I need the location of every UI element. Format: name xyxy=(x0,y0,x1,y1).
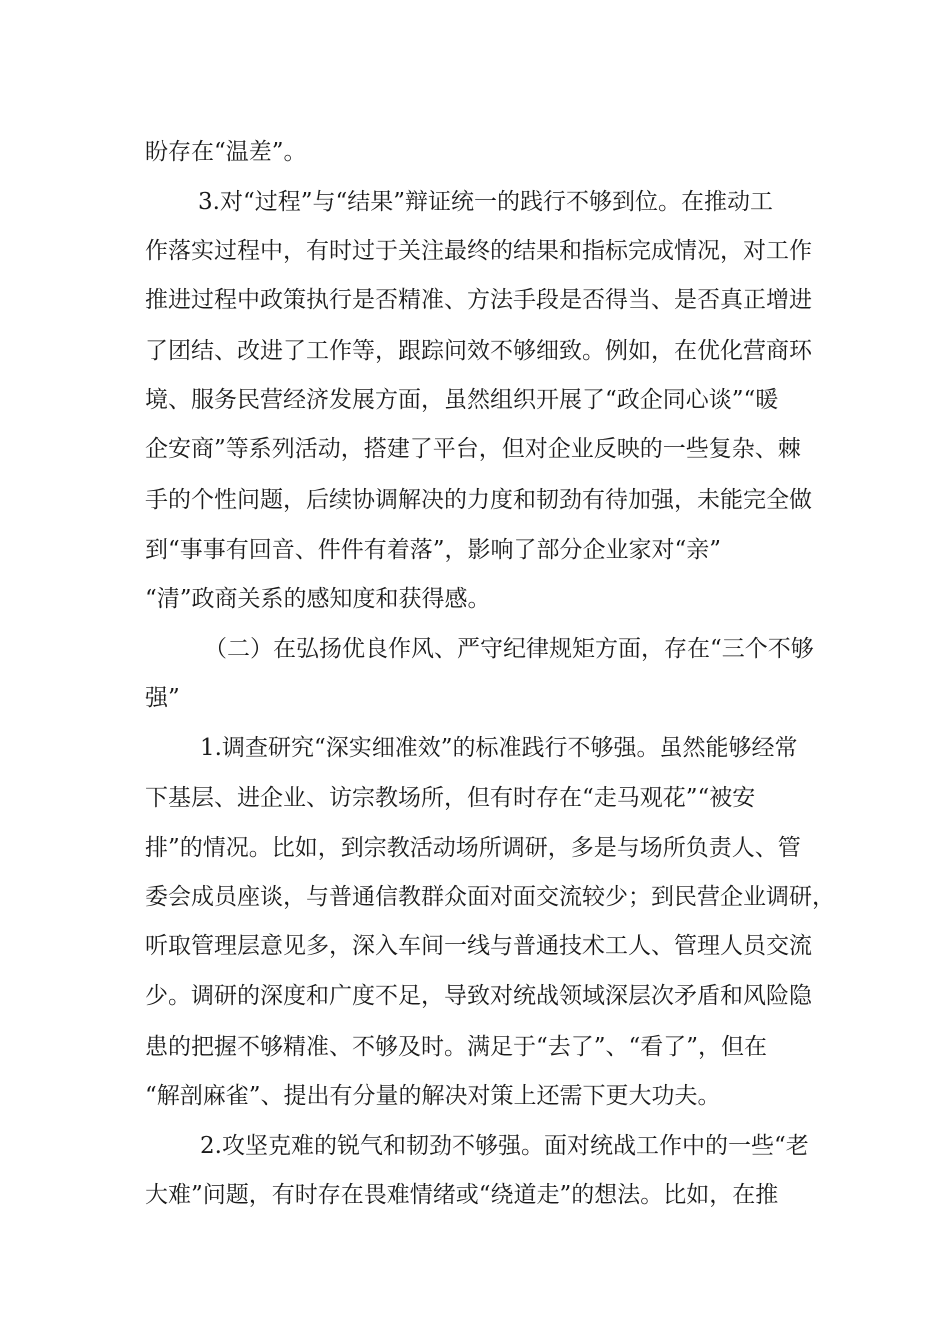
text-line: 到“事事有回音、件件有着落”，影响了部分企业家对“亲” xyxy=(145,537,722,563)
section-heading-continued: 强” xyxy=(145,685,180,711)
paragraph-first-line: 2.攻坚克难的锐气和韧劲不够强。面对统战工作中的一些“老 xyxy=(200,1133,809,1159)
text-line: 大难”问题，有时存在畏难情绪或“绕道走”的想法。比如，在推 xyxy=(145,1182,779,1208)
text-line: 手的个性问题，后续协调解决的力度和韧劲有待加强，未能完全做 xyxy=(145,487,812,513)
text-line: 推进过程中政策执行是否精准、方法手段是否得当、是否真正增进 xyxy=(145,287,812,313)
text-line: 境、服务民营经济发展方面，虽然组织开展了“政企同心谈”“暖 xyxy=(145,387,779,413)
paragraph-first-line: 1.调查研究“深实细准效”的标准践行不够强。虽然能够经常 xyxy=(200,735,798,761)
text-line: 少。调研的深度和广度不足，导致对统战领域深层次矛盾和风险隐 xyxy=(145,983,812,1009)
text-line: “解剖麻雀”、提出有分量的解决对策上还需下更大功夫。 xyxy=(145,1083,721,1109)
text-line: 听取管理层意见多，深入车间一线与普通技术工人、管理人员交流 xyxy=(145,933,812,959)
text-line: 下基层、进企业、访宗教场所，但有时存在“走马观花”“被安 xyxy=(145,785,756,811)
text-line: “清”政商关系的感知度和获得感。 xyxy=(145,586,491,612)
text-line: 排”的情况。比如，到宗教活动场所调研，多是与场所负责人、管 xyxy=(145,835,801,861)
section-heading: （二）在弘扬优良作风、严守纪律规矩方面，存在“三个不够 xyxy=(204,636,814,662)
text-line: 患的把握不够精准、不够及时。满足于“去了”、“看了”，但在 xyxy=(145,1034,768,1060)
text-line: 委会成员座谈，与普通信教群众面对面交流较少；到民营企业调研， xyxy=(145,884,835,910)
text-line: 企安商”等系列活动，搭建了平台，但对企业反映的一些复杂、棘 xyxy=(145,436,801,462)
text-line: 了团结、改进了工作等，跟踪问效不够细致。例如，在优化营商环 xyxy=(145,338,812,364)
paragraph-first-line: 3.对“过程”与“结果”辩证统一的践行不够到位。在推动工 xyxy=(198,189,773,215)
text-line: 作落实过程中，有时过于关注最终的结果和指标完成情况，对工作 xyxy=(145,238,812,264)
text-line: 盼存在“温差”。 xyxy=(145,139,307,165)
